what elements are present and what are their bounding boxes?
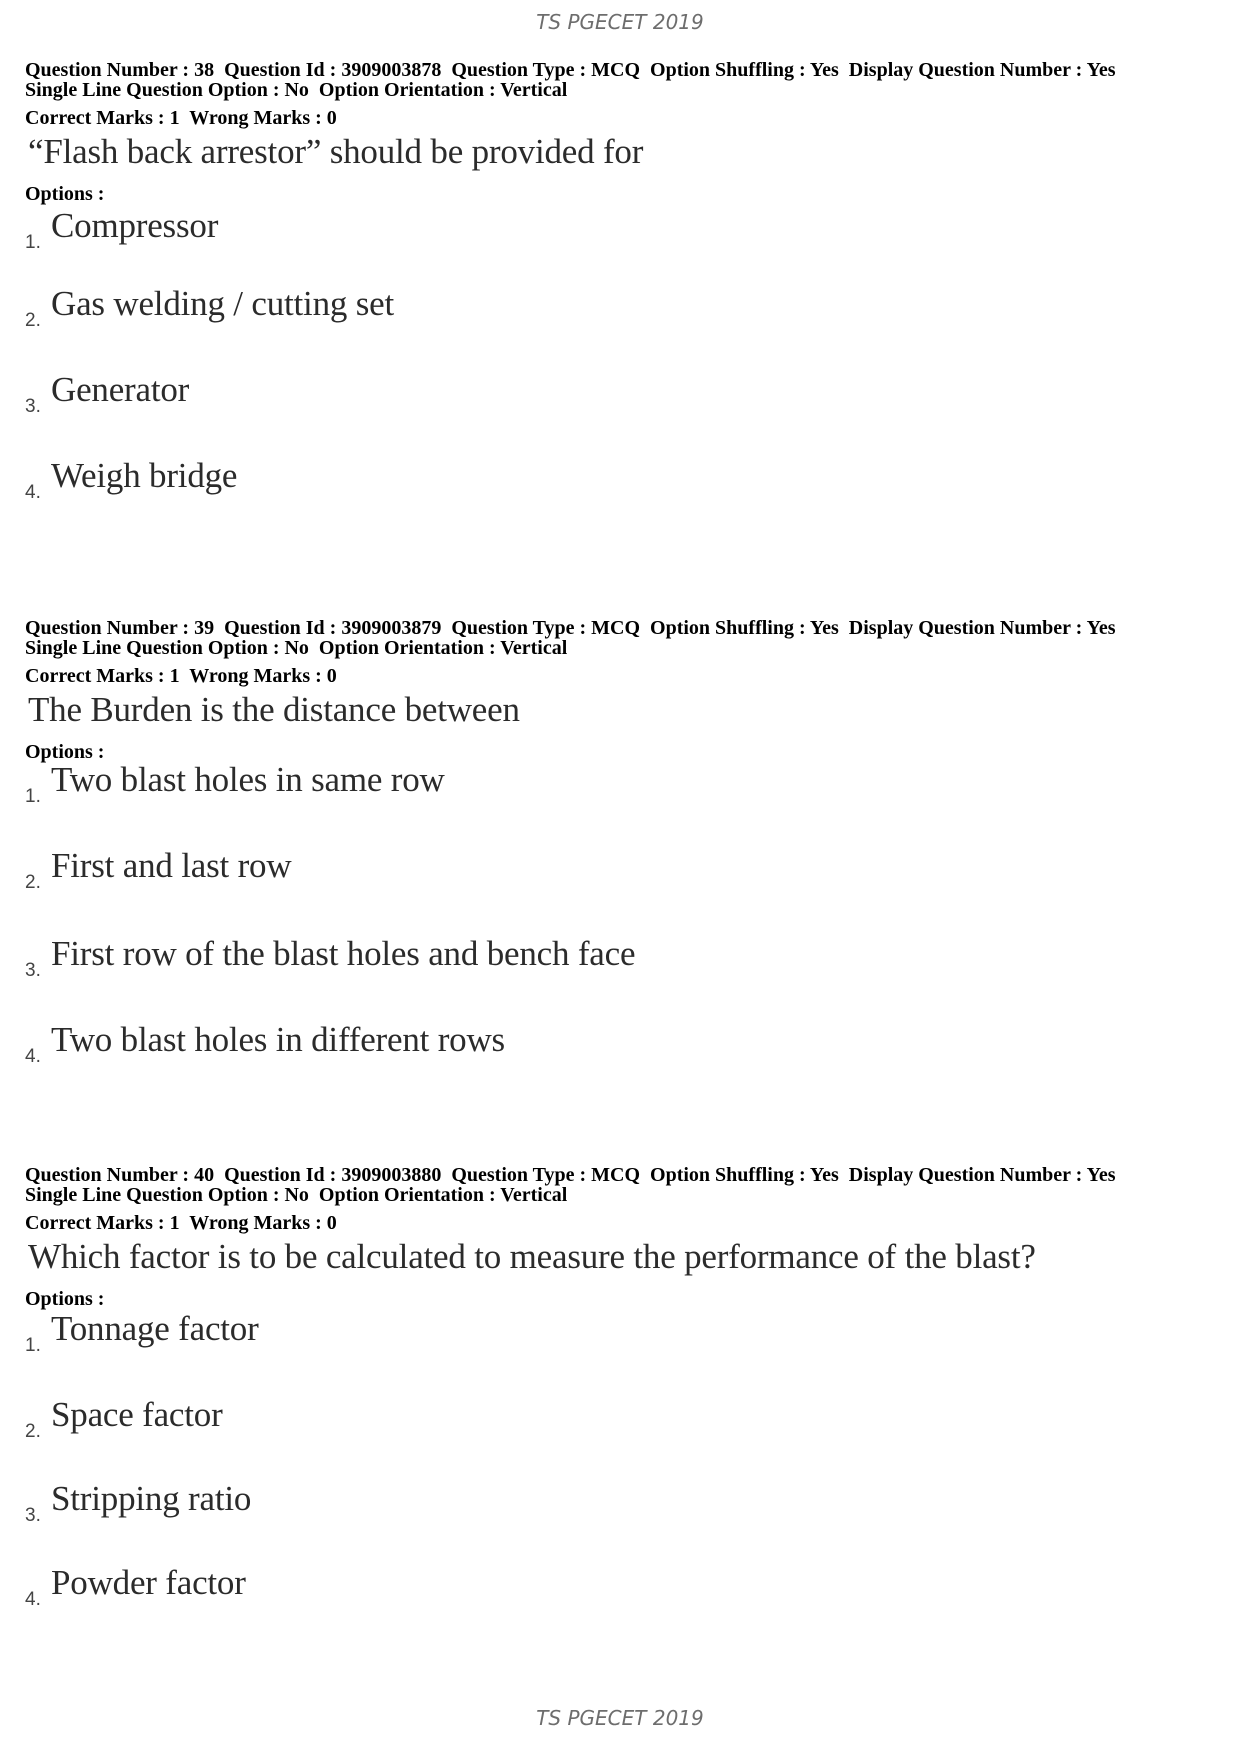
- option-text: Generator: [51, 370, 190, 409]
- question-meta: Question Number : 40 Question Id : 3909003880 Question Type : MCQ Option Shuffling : Yes Display Question Number : Yes: [25, 1164, 1116, 1186]
- page-footer: TS PGECET 2019: [536, 1706, 704, 1730]
- option-item: [25, 1479, 1215, 1563]
- option-item: [25, 848, 1215, 936]
- question-marks: Correct Marks : 1 Wrong Marks : 0: [25, 107, 337, 129]
- option-number: 1.: [25, 786, 41, 807]
- option-item: [25, 936, 1215, 1022]
- option-text: Weigh bridge: [51, 456, 238, 495]
- option-text: Tonnage factor: [51, 1309, 259, 1348]
- option-text: Two blast holes in same row: [51, 760, 445, 799]
- question-meta-options: Single Line Question Option : No Option Orientation : Vertical: [25, 637, 568, 659]
- option-number: 2.: [25, 872, 41, 893]
- question-meta: Question Number : 38 Question Id : 3909003878 Question Type : MCQ Option Shuffling : Yes Display Question Number : Yes: [25, 59, 1116, 81]
- question-block: [25, 618, 1215, 1108]
- options-label: Options :: [25, 1288, 105, 1310]
- option-text: Stripping ratio: [51, 1479, 252, 1518]
- page-header: TS PGECET 2019: [536, 10, 704, 34]
- question-meta-options: Single Line Question Option : No Option Orientation : Vertical: [25, 1184, 568, 1206]
- options-label: Options :: [25, 183, 105, 205]
- option-item: [25, 1022, 1215, 1108]
- question-marks: Correct Marks : 1 Wrong Marks : 0: [25, 665, 337, 687]
- question-block: [25, 60, 1215, 548]
- option-number: 4.: [25, 1046, 41, 1067]
- option-number: 3.: [25, 396, 41, 417]
- question-text: Which factor is to be calculated to measure the performance of the blast?: [28, 1237, 1036, 1276]
- option-number: 4.: [25, 1589, 41, 1610]
- option-number: 3.: [25, 960, 41, 981]
- option-text: Gas welding / cutting set: [51, 284, 395, 323]
- question-text: The Burden is the distance between: [28, 690, 520, 729]
- question-marks: Correct Marks : 1 Wrong Marks : 0: [25, 1212, 337, 1234]
- option-number: 2.: [25, 310, 41, 331]
- option-text: Compressor: [51, 206, 219, 245]
- option-item: [25, 284, 1215, 376]
- options-label: Options :: [25, 741, 105, 763]
- option-text: First and last row: [51, 846, 292, 885]
- question-meta-options: Single Line Question Option : No Option Orientation : Vertical: [25, 79, 568, 101]
- option-item: [25, 762, 1215, 848]
- option-number: 2.: [25, 1421, 41, 1442]
- question-meta: Question Number : 39 Question Id : 3909003879 Question Type : MCQ Option Shuffling : Yes Display Question Number : Yes: [25, 617, 1116, 639]
- option-item: [25, 1309, 1215, 1395]
- option-number: 3.: [25, 1505, 41, 1526]
- question-text: “Flash back arrestor” should be provided for: [28, 132, 644, 171]
- option-item: [25, 370, 1215, 462]
- option-item: [25, 1563, 1215, 1647]
- option-number: 1.: [25, 1335, 41, 1356]
- option-number: 1.: [25, 232, 41, 253]
- option-text: First row of the blast holes and bench face: [51, 934, 636, 973]
- option-number: 4.: [25, 482, 41, 503]
- option-text: Two blast holes in different rows: [51, 1020, 505, 1059]
- option-item: [25, 204, 1215, 290]
- option-text: Powder factor: [51, 1563, 246, 1602]
- option-item: [25, 456, 1215, 548]
- option-text: Space factor: [51, 1395, 223, 1434]
- option-item: [25, 1395, 1215, 1479]
- question-block: [25, 1165, 1215, 1647]
